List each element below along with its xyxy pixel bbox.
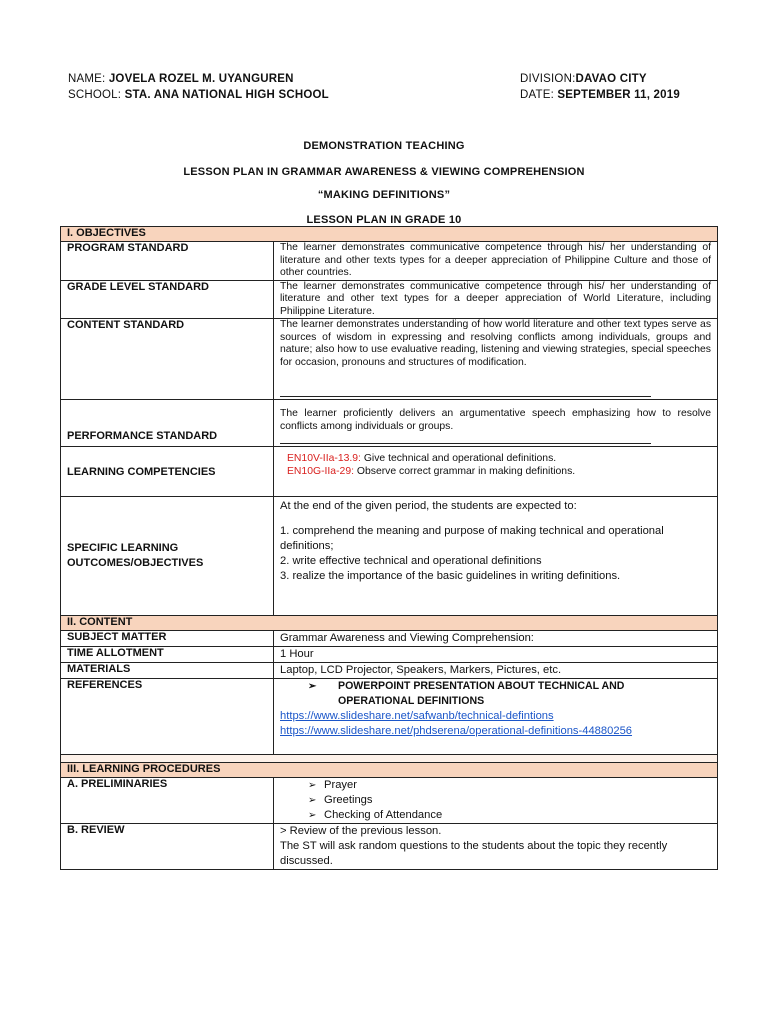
content-standard-row	[61, 319, 718, 400]
references-label: REFERENCES	[61, 679, 274, 755]
references-cell	[274, 679, 718, 755]
learning-competencies-row	[61, 447, 718, 497]
name-value: JOVELA ROZEL M. UYANGUREN	[108, 73, 294, 85]
performance-standard-row	[61, 400, 718, 447]
name-label: NAME:	[68, 73, 106, 85]
reference-link-operational[interactable]: https://www.slideshare.net/phdserena/operational-definitions-44880256	[280, 725, 633, 737]
outcome-item: 3. realize the importance of the basic guidelines in writing definitions.	[280, 570, 621, 582]
subject-matter-row	[61, 631, 718, 647]
title-demonstration: DEMONSTRATION TEACHING	[303, 140, 465, 152]
header-name	[68, 73, 294, 85]
grade-level-standard-text: The learner demonstrates communicative competence through his/ her understanding of literature and other text types for a deeper appreciation of World Literature, including Philippine Literature.	[274, 280, 718, 319]
performance-standard-rule	[280, 443, 651, 444]
performance-standard-text: The learner proficiently delivers an argumentative speech emphasizing how to resolve conflicts among individuals or groups.	[280, 408, 712, 432]
objectives-heading: I. OBJECTIVES	[61, 227, 718, 242]
preliminaries-cell	[274, 778, 718, 824]
time-allotment-row	[61, 647, 718, 663]
header-school	[68, 89, 329, 101]
competency-2-code: EN10G-IIa-29:	[287, 465, 354, 477]
ppt-line1: POWERPOINT PRESENTATION ABOUT TECHNICAL AND	[338, 680, 625, 692]
outcomes-intro: At the end of the given period, the students are expected to:	[280, 500, 577, 512]
materials-row	[61, 663, 718, 679]
references-row	[61, 679, 718, 755]
division-value: DAVAO CITY	[575, 73, 647, 85]
specific-outcomes-label-line1: SPECIFIC LEARNING	[67, 542, 179, 554]
time-allotment-label: TIME ALLOTMENT	[61, 647, 274, 663]
review-line1: > Review of the previous lesson.	[280, 825, 442, 837]
content-standard-text: The learner demonstrates understanding of how world literature and other text types serve as sources of wisdom in expressing and resolving conflicts among individuals, groups and nature; also how to use evaluative reading, listening and viewing strategies, special speeches for occasion, pronouns and structures of modification.	[280, 319, 712, 368]
spacer-cell	[61, 755, 718, 763]
header-date	[520, 89, 680, 101]
content-standard-label: CONTENT STANDARD	[61, 319, 274, 400]
reference-link-technical[interactable]: https://www.slideshare.net/safwanb/technical-defintions	[280, 710, 554, 722]
date-value: SEPTEMBER 11, 2019	[557, 89, 680, 101]
competency-2-text: Observe correct grammar in making definitions.	[354, 465, 576, 477]
subject-matter-label: SUBJECT MATTER	[61, 631, 274, 647]
division-label: DIVISION:	[520, 73, 576, 85]
specific-outcomes-label-line2: OUTCOMES/OBJECTIVES	[67, 557, 204, 569]
preliminaries-row	[61, 778, 718, 824]
title-making-definitions: “MAKING DEFINITIONS”	[317, 189, 451, 201]
spacer-row	[61, 755, 718, 763]
specific-outcomes-cell	[274, 497, 718, 616]
ppt-reference	[280, 679, 711, 694]
learning-competencies-cell	[274, 447, 718, 497]
content-standard-cell	[274, 319, 718, 400]
review-cell	[274, 824, 718, 870]
lesson-plan-table	[60, 226, 718, 870]
program-standard-row	[61, 242, 718, 281]
time-allotment-value: 1 Hour	[274, 647, 718, 663]
preliminary-item: ➢ Prayer	[280, 778, 711, 793]
competency-1-code: EN10V-IIa-13.9:	[287, 453, 361, 464]
materials-value: Laptop, LCD Projector, Speakers, Markers, Pictures, etc.	[274, 663, 718, 679]
preliminary-item: ➢ Greetings	[280, 793, 711, 808]
date-label: DATE:	[520, 89, 555, 101]
ppt-line2: OPERATIONAL DEFINITIONS	[338, 695, 485, 707]
competency-2	[287, 466, 617, 479]
outcome-item: 1. comprehend the meaning and purpose of making technical and operational definitions;	[280, 525, 664, 552]
procedures-heading: III. LEARNING PROCEDURES	[61, 763, 718, 778]
grade-level-standard-row	[61, 280, 718, 319]
preliminaries-label: A. PRELIMINARIES	[61, 778, 274, 824]
program-standard-label: PROGRAM STANDARD	[61, 242, 274, 281]
review-row	[61, 824, 718, 870]
performance-standard-cell	[274, 400, 718, 447]
materials-label: MATERIALS	[61, 663, 274, 679]
performance-standard-label: PERFORMANCE STANDARD	[61, 400, 274, 447]
outcomes-list	[280, 524, 711, 584]
specific-outcomes-label	[61, 497, 274, 616]
subject-matter-value: Grammar Awareness and Viewing Comprehension:	[274, 631, 718, 647]
outcome-item: 2. write effective technical and operational definitions	[280, 555, 542, 567]
preliminaries-list	[280, 778, 711, 823]
content-standard-rule	[280, 396, 651, 397]
references-list	[280, 679, 711, 694]
specific-outcomes-row	[61, 497, 718, 616]
review-label: B. REVIEW	[61, 824, 274, 870]
content-section-row	[61, 616, 718, 631]
header-division	[520, 73, 647, 85]
school-value: STA. ANA NATIONAL HIGH SCHOOL	[124, 89, 329, 101]
competency-1	[287, 453, 617, 466]
objectives-section-row	[61, 227, 718, 242]
title-grade: LESSON PLAN IN GRADE 10	[306, 214, 462, 226]
grade-level-standard-label: GRADE LEVEL STANDARD	[61, 280, 274, 319]
preliminary-item: ➢ Checking of Attendance	[280, 808, 711, 823]
learning-competencies-label: LEARNING COMPETENCIES	[61, 447, 274, 497]
school-label: SCHOOL:	[68, 89, 122, 101]
review-line2: The ST will ask random questions to the students about the topic they recently discussed.	[280, 840, 668, 867]
title-lesson-plan: LESSON PLAN IN GRAMMAR AWARENESS & VIEWING COMPREHENSION	[183, 166, 585, 178]
program-standard-text: The learner demonstrates communicative competence through his/ her understanding of literature and other texts types for a deeper appreciation of Philippine Culture and those of other countries.	[274, 242, 718, 281]
procedures-section-row	[61, 763, 718, 778]
competency-1-text: Give technical and operational definitions.	[360, 453, 557, 464]
content-heading: II. CONTENT	[61, 616, 718, 631]
